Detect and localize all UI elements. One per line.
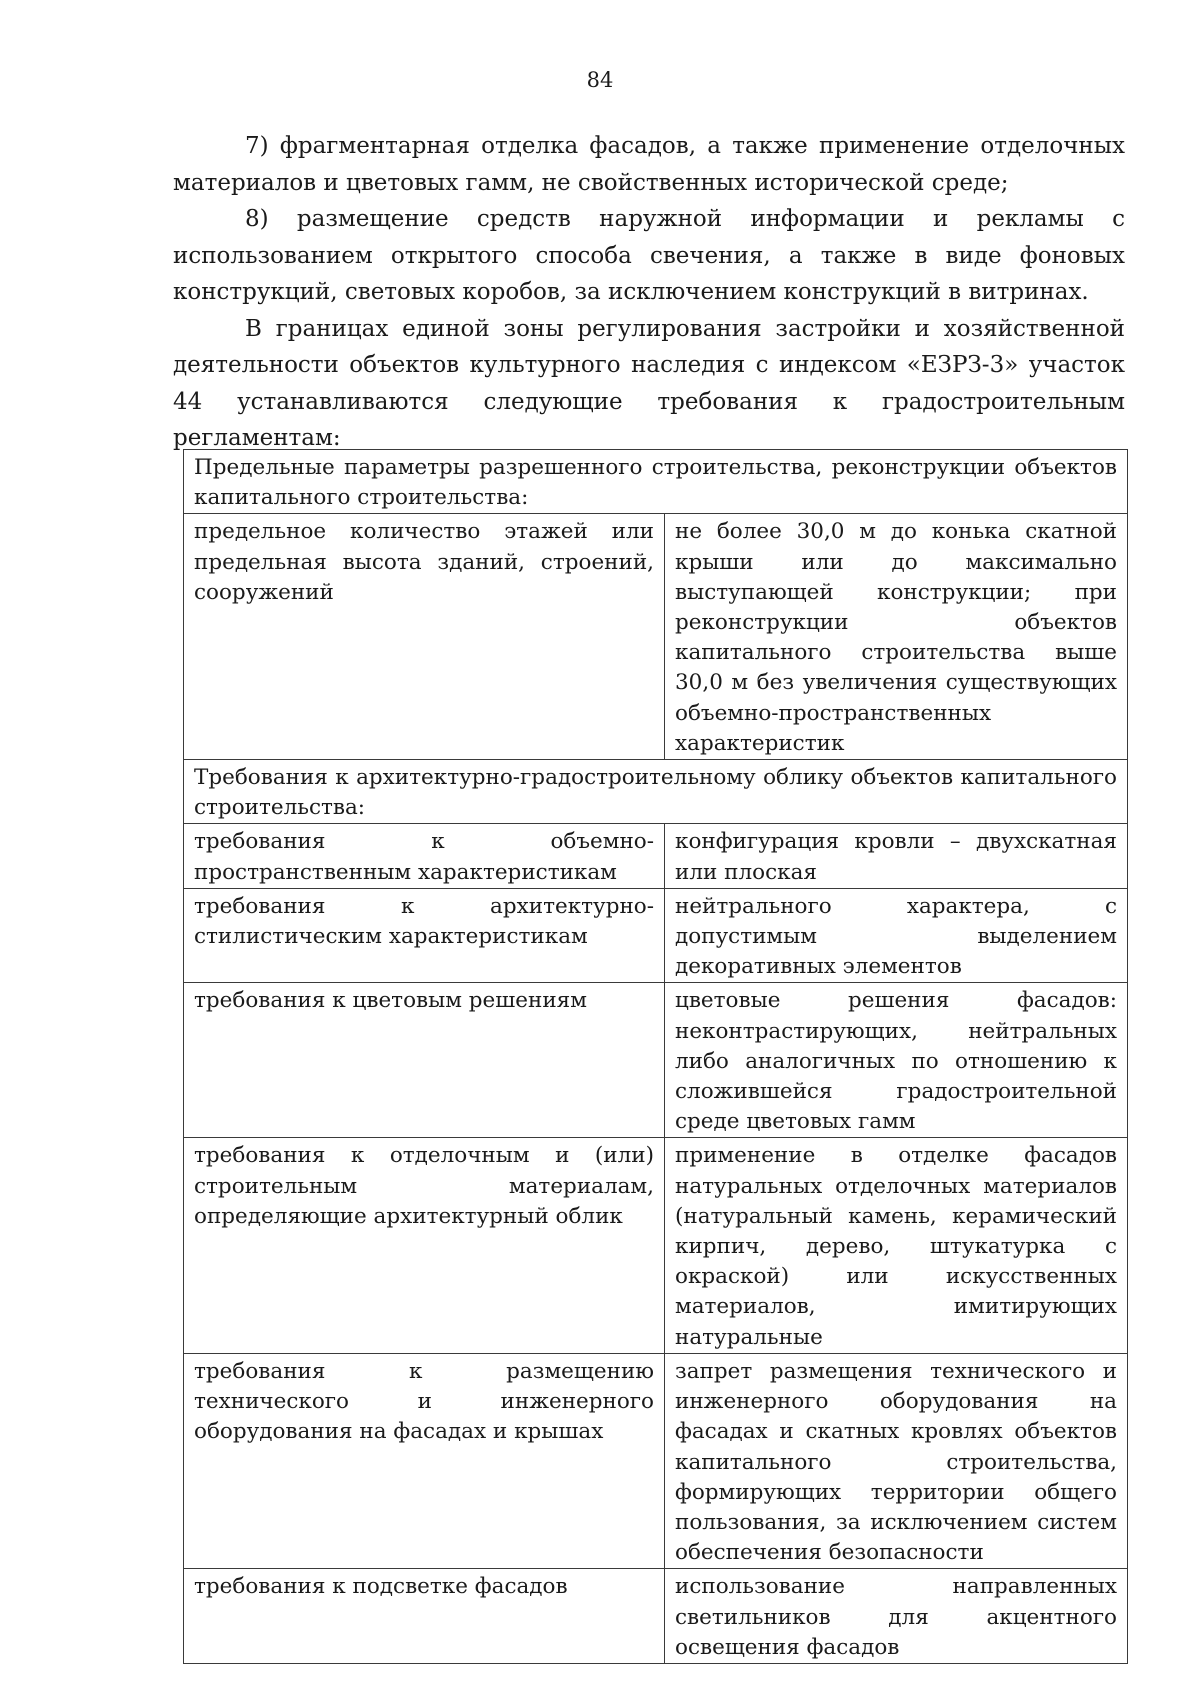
table-row [184, 1138, 1128, 1353]
row-value: конфигурация кровли – двухскатная или плоская [665, 824, 1128, 888]
table-row [184, 1569, 1128, 1664]
row-label: требования к подсветке фасадов [184, 1569, 665, 1664]
page-number: 84 [586, 68, 614, 92]
row-value: применение в отделке фасадов натуральных отделочных материалов (натуральный камень, керамический кирпич, дерево, штукатурка с окраской) или искусственных материалов, имитирующих натуральные [665, 1138, 1128, 1353]
paragraph-item-7: 7) фрагментарная отделка фасадов, а также применение отделочных материалов и цветовых гамм, не свойственных исторической среде; [173, 133, 1125, 196]
row-label: требования к объемно-пространственным характеристикам [184, 824, 665, 888]
row-value: не более 30,0 м до конька скатной крыши или до максимально выступающей конструкции; при реконструкции объектов капитального строительства выше 30,0 м без увеличения существующих объемно-пространственных характеристик [665, 514, 1128, 760]
paragraph-zone-intro: В границах единой зоны регулирования застройки и хозяйственной деятельности объектов культурного наследия с индексом «ЕЗРЗ-3» участок 44 устанавливаются следующие требования к градостроительным регламентам: [173, 315, 1125, 451]
table-section-header [184, 450, 1128, 514]
row-value: нейтрального характера, с допустимым выделением декоративных элементов [665, 888, 1128, 983]
row-label: требования к отделочным и (или) строительным материалам, определяющие архитектурный облик [184, 1138, 665, 1353]
row-value: цветовые решения фасадов: неконтрастирующих, нейтральных либо аналогичных по отношению к сложившейся градостроительной среде цветовых гамм [665, 983, 1128, 1138]
regulations-table [183, 449, 1128, 1664]
table-row [184, 983, 1128, 1138]
row-label: предельное количество этажей или предельная высота зданий, строений, сооружений [184, 514, 665, 760]
table-row [184, 514, 1128, 760]
body-text [173, 128, 1125, 457]
table-row [184, 824, 1128, 888]
paragraph-item-8: 8) размещение средств наружной информации и рекламы с использованием открытого способа свечения, а также в виде фоновых конструкций, световых коробов, за исключением конструкций в витринах. [173, 206, 1125, 305]
row-value: запрет размещения технического и инженерного оборудования на фасадах и скатных кровлях объектов капитального строительства, формирующих территории общего пользования, за исключением систем обеспечения безопасности [665, 1353, 1128, 1568]
section-header-architecture: Требования к архитектурно-градостроительному облику объектов капитального строительства: [184, 760, 1128, 824]
row-label: требования к цветовым решениям [184, 983, 665, 1138]
row-value: использование направленных светильников для акцентного освещения фасадов [665, 1569, 1128, 1664]
table-row [184, 888, 1128, 983]
row-label: требования к архитектурно-стилистическим характеристикам [184, 888, 665, 983]
section-header-parameters: Предельные параметры разрешенного строительства, реконструкции объектов капитального строительства: [184, 450, 1128, 514]
table-row [184, 1353, 1128, 1568]
table-section-header [184, 760, 1128, 824]
row-label: требования к размещению технического и инженерного оборудования на фасадах и крышах [184, 1353, 665, 1568]
